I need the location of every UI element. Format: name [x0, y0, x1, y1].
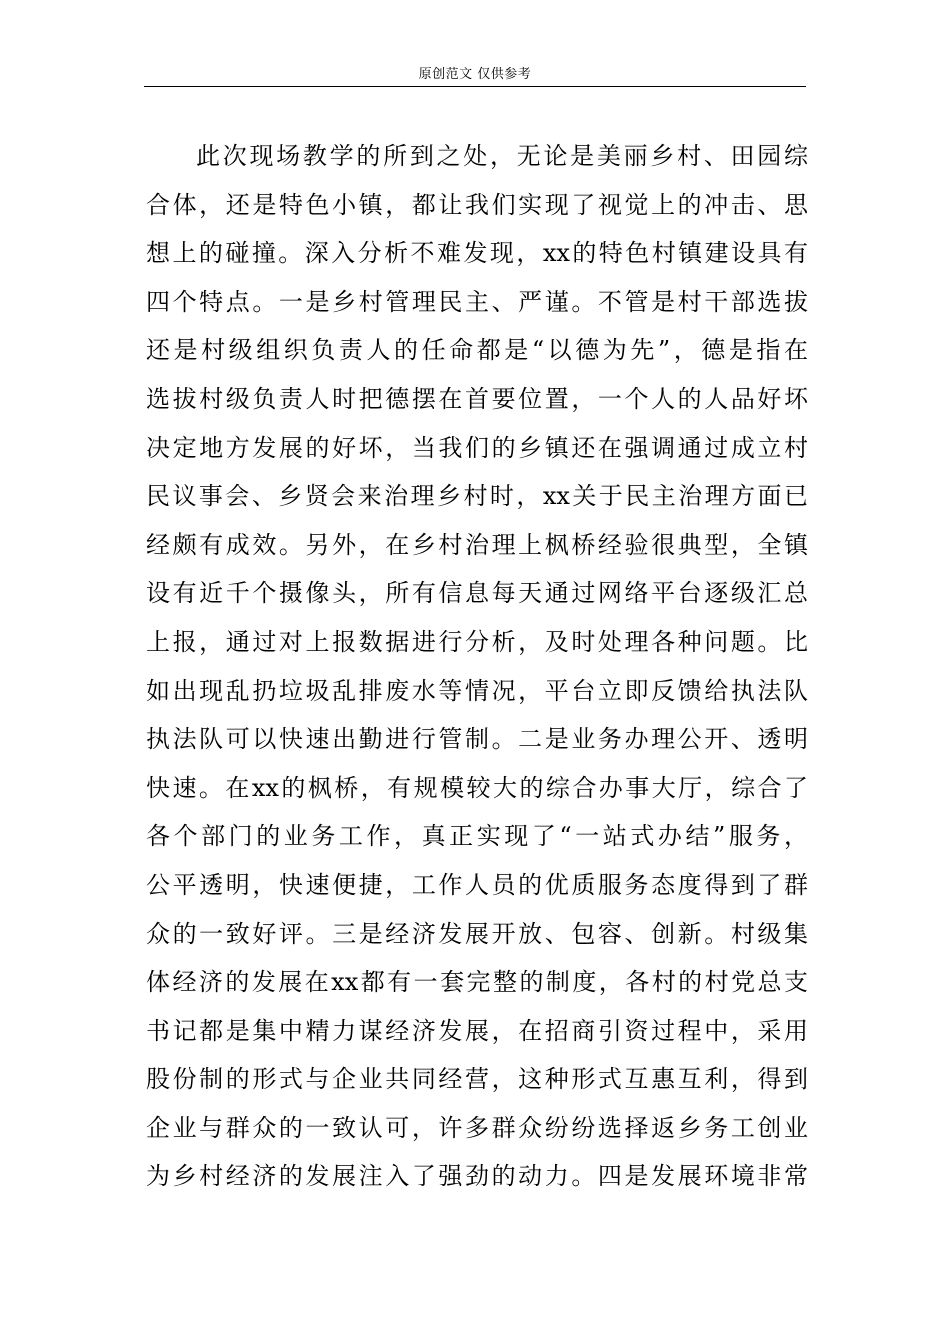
text-line: 决定地方发展的好坏，当我们的乡镇还在强调通过成立村 [146, 433, 808, 462]
text-line: 合体，还是特色小镇，都让我们实现了视觉上的冲击、思 [146, 190, 808, 219]
text-line: 各个部门的业务工作，真正实现了“一站式办结”服务， [146, 822, 808, 851]
text-line: 民议事会、乡贤会来治理乡村时，xx关于民主治理方面已 [146, 482, 808, 511]
text-line: 还是村级组织负责人的任命都是“以德为先”，德是指在 [146, 336, 808, 365]
text-line: 如出现乱扔垃圾乱排废水等情况，平台立即反馈给执法队 [146, 676, 808, 705]
text-line: 此次现场教学的所到之处，无论是美丽乡村、田园综 [196, 142, 808, 170]
text-line: 上报，通过对上报数据进行分析，及时处理各种问题。比 [146, 627, 808, 656]
text-line: 选拔村级负责人时把德摆在首要位置，一个人的人品好坏 [146, 384, 808, 413]
text-line: 执法队可以快速出勤进行管制。二是业务办理公开、透明 [146, 725, 808, 754]
text-line: 想上的碰撞。深入分析不难发现，xx的特色村镇建设具有 [146, 239, 808, 268]
text-line: 众的一致好评。三是经济发展开放、包容、创新。村级集 [146, 919, 808, 948]
text-line: 公平透明，快速便捷，工作人员的优质服务态度得到了群 [146, 870, 808, 899]
page-header: 原创范文 仅供参考 [418, 67, 532, 82]
text-line: 股份制的形式与企业共同经营，这种形式互惠互利，得到 [146, 1065, 808, 1094]
header-divider [144, 86, 806, 87]
text-line: 书记都是集中精力谋经济发展，在招商引资过程中，采用 [146, 1016, 808, 1045]
text-line: 为乡村经济的发展注入了强劲的动力。四是发展环境非常 [146, 1162, 808, 1191]
text-line: 快速。在xx的枫桥，有规模较大的综合办事大厅，综合了 [146, 773, 808, 802]
text-line: 四个特点。一是乡村管理民主、严谨。不管是村干部选拔 [146, 287, 808, 316]
text-line: 设有近千个摄像头，所有信息每天通过网络平台逐级汇总 [146, 579, 808, 608]
text-line: 体经济的发展在xx都有一套完整的制度，各村的村党总支 [146, 968, 808, 997]
body-paragraph [146, 132, 808, 1201]
text-line: 经颇有成效。另外，在乡村治理上枫桥经验很典型，全镇 [146, 530, 808, 559]
text-line: 企业与群众的一致认可，许多群众纷纷选择返乡务工创业 [146, 1113, 808, 1142]
